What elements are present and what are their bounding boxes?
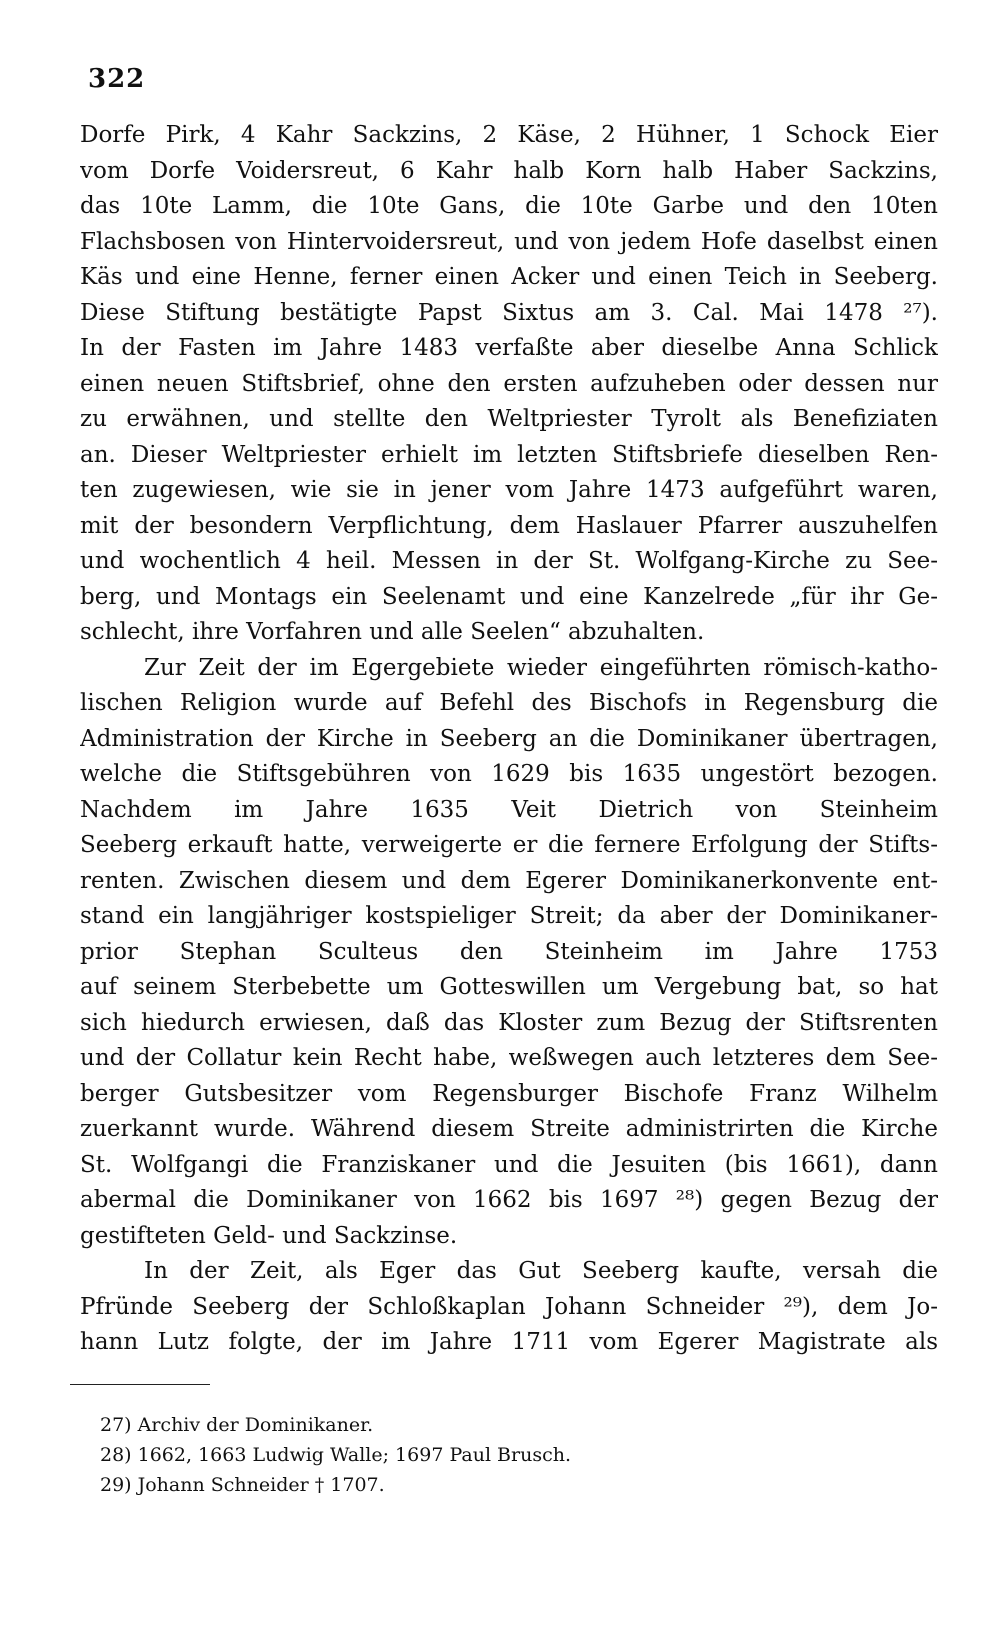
text-line: Administration der Kirche in Seeberg an die Dominikaner übertragen, — [80, 725, 938, 752]
footnotes — [100, 1410, 700, 1500]
text-line: auf seinem Sterbebette um Gotteswillen um Vergebung bat, so hat — [80, 974, 938, 1000]
text-line: Käs und eine Henne, ferner einen Acker und einen Teich in Seeberg. — [80, 264, 938, 290]
text-line: an. Dieser Weltpriester erhielt im letzten Stiftsbriefe dieselben Ren- — [80, 441, 938, 468]
text-line: einen neuen Stiftsbrief, ohne den ersten aufzuheben oder dessen nur — [80, 370, 938, 397]
footnote: 27) Archiv der Dominikaner. — [100, 1414, 374, 1436]
text-line: stand ein langjähriger kostspieliger Streit; da aber der Dominikaner- — [80, 903, 938, 929]
text-line: Dorfe Pirk, 4 Kahr Sackzins, 2 Käse, 2 Hühner, 1 Schock Eier — [80, 122, 938, 148]
footnote: 29) Johann Schneider † 1707. — [100, 1474, 385, 1496]
text-line: Diese Stiftung bestätigte Papst Sixtus am 3. Cal. Mai 1478 ²⁷). — [80, 299, 938, 326]
text-line: sich hiedurch erwiesen, daß das Kloster zum Bezug der Stiftsrenten — [80, 1009, 938, 1036]
text-line: Pfründe Seeberg der Schloßkaplan Johann Schneider ²⁹), dem Jo- — [80, 1293, 938, 1320]
text-line: Zur Zeit der im Egergebiete wieder eingeführten römisch-katho- — [144, 654, 938, 681]
text-line: St. Wolfgangi die Franziskaner und die Jesuiten (bis 1661), dann — [80, 1151, 938, 1178]
text-line: vom Dorfe Voidersreut, 6 Kahr halb Korn halb Haber Sackzins, — [80, 157, 938, 184]
text-line: berger Gutsbesitzer vom Regensburger Bischofe Franz Wilhelm — [80, 1080, 938, 1107]
text-line: Flachsbosen von Hintervoidersreut, und von jedem Hofe daselbst einen — [80, 228, 938, 255]
text-line: gestifteten Geld- und Sackzinse. — [80, 1222, 458, 1249]
text-line: und wochentlich 4 heil. Messen in der St. Wolfgang-Kirche zu See- — [80, 548, 938, 574]
text-line: abermal die Dominikaner von 1662 bis 1697 ²⁸) gegen Bezug der — [80, 1187, 938, 1213]
text-line: berg, und Montags ein Seelenamt und eine Kanzelrede „für ihr Ge- — [80, 583, 938, 610]
body-text — [80, 118, 938, 1361]
text-line: lischen Religion wurde auf Befehl des Bischofs in Regensburg die — [80, 690, 938, 716]
text-line: Seeberg erkauft hatte, verweigerte er die fernere Erfolgung der Stifts- — [80, 832, 938, 858]
text-line: zuerkannt wurde. Während diesem Streite administrirten die Kirche — [80, 1116, 938, 1142]
text-line: In der Fasten im Jahre 1483 verfaßte aber dieselbe Anna Schlick — [80, 335, 938, 361]
text-line: schlecht, ihre Vorfahren und alle Seelen“ abzuhalten. — [80, 619, 705, 645]
page-number: 322 — [88, 64, 146, 94]
text-line: und der Collatur kein Recht habe, weßwegen auch letzteres dem See- — [80, 1045, 938, 1071]
footnote: 28) 1662, 1663 Ludwig Walle; 1697 Paul Brusch. — [100, 1444, 572, 1466]
text-line: hann Lutz folgte, der im Jahre 1711 vom Egerer Magistrate als — [80, 1329, 938, 1355]
text-line: welche die Stiftsgebühren von 1629 bis 1635 ungestört bezogen. — [80, 761, 938, 787]
text-line: prior Stephan Sculteus den Steinheim im Jahre 1753 — [80, 938, 938, 965]
footnote-divider — [70, 1384, 210, 1385]
text-line: das 10te Lamm, die 10te Gans, die 10te Garbe und den 10ten — [80, 193, 938, 219]
text-line: ten zugewiesen, wie sie in jener vom Jahre 1473 aufgeführt waren, — [80, 477, 938, 503]
text-line: Nachdem im Jahre 1635 Veit Dietrich von Steinheim — [80, 796, 938, 823]
text-line: renten. Zwischen diesem und dem Egerer Dominikanerkonvente ent- — [80, 867, 938, 894]
text-line: In der Zeit, als Eger das Gut Seeberg kaufte, versah die — [144, 1258, 938, 1284]
text-line: mit der besondern Verpflichtung, dem Haslauer Pfarrer auszuhelfen — [80, 512, 938, 539]
text-line: zu erwähnen, und stellte den Weltpriester Tyrolt als Benefiziaten — [80, 406, 938, 432]
